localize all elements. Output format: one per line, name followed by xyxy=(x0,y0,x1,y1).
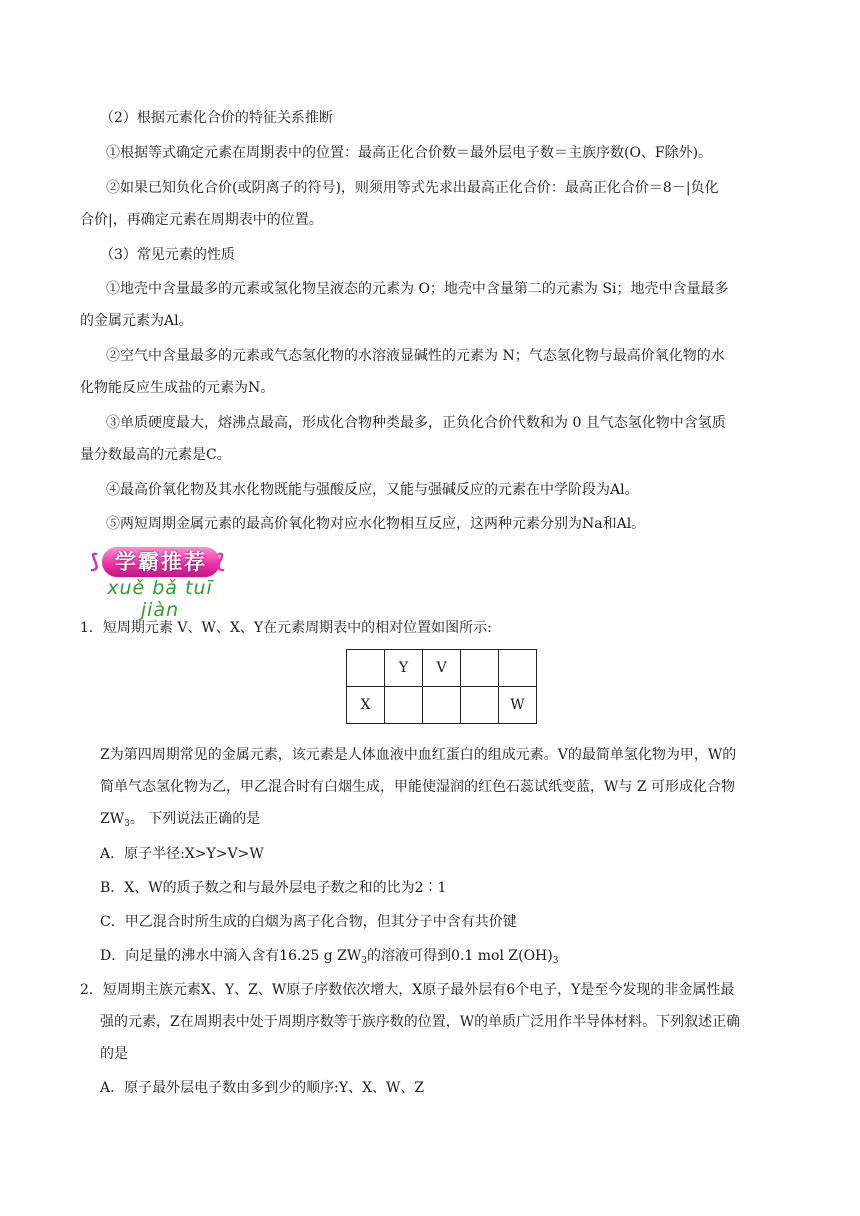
section3-item1-line2: 的金属元素为Al。 xyxy=(80,313,193,329)
q2-line1: 2．短周期主族元素X、Y、Z、W原子序数依次增大，X原子最外层有6个电子，Y是至今发现的非金属性最 xyxy=(80,982,735,998)
section3-item1-line1: ①地壳中含量最多的元素或氢化物呈液态的元素为 O；地壳中含量第二的元素为 Si；地壳中含量最多 xyxy=(106,281,729,297)
q2-line3: 的是 xyxy=(100,1046,128,1062)
table-cell xyxy=(461,650,499,687)
q1-option-a: A．原子半径:X>Y>V>W xyxy=(100,846,264,862)
table-cell xyxy=(499,650,537,687)
table-cell: W xyxy=(499,687,537,724)
q1-desc-line1: Z为第四周期常见的金属元素，该元素是人体血液中血红蛋白的组成元素。V的最简单氢化物为甲，W的 xyxy=(100,747,737,763)
q1-option-d-mid: 的溶液可得到0.1 mol Z(OH) xyxy=(367,948,553,964)
q1-question-text: 。 下列说法正确的是 xyxy=(129,811,261,827)
table-cell xyxy=(461,687,499,724)
section2-item2-line2: 合价|，再确定元素在周期表中的位置。 xyxy=(80,212,323,228)
badge-pinyin: xuě bǎ tuī jiàn xyxy=(107,577,213,621)
section3-item4: ④最高价氧化物及其水化物既能与强酸反应，又能与强碱反应的元素在中学阶段为Al。 xyxy=(106,482,639,498)
table-cell: Y xyxy=(385,650,423,687)
right-curl-icon: ⟅ xyxy=(216,549,226,573)
recommendation-badge xyxy=(88,545,230,621)
q1-formula: ZW xyxy=(100,811,125,827)
q1-desc-line2: 简单气态氢化物为乙，甲乙混合时有白烟生成，甲能使湿润的红色石蕊试纸变蓝，W与 Z 可形成化合物 xyxy=(100,779,736,795)
q2-line2: 强的元素，Z在周期表中处于周期序数等于族序数的位置，W的单质广泛用作半导体材料。下列叙述正确 xyxy=(100,1014,741,1030)
section3-item2-line2: 化物能反应生成盐的元素为N。 xyxy=(80,380,275,396)
q1-formula-sub: 3 xyxy=(124,819,130,829)
section3-heading: （3）常见元素的性质 xyxy=(100,247,235,263)
section2-item1: ①根据等式确定元素在周期表中的位置：最高正化合价数＝最外层电子数＝主族序数(O、F除外)。 xyxy=(106,145,713,161)
table-cell: X xyxy=(347,687,385,724)
q1-desc-line3 xyxy=(100,809,260,829)
q1-option-d xyxy=(100,946,558,966)
periodic-table-grid xyxy=(346,649,537,724)
q1-option-c: C．甲乙混合时所生成的白烟为离子化合物，但其分子中含有共价键 xyxy=(100,914,517,930)
section2-heading: （2）根据元素化合价的特征关系推断 xyxy=(100,110,333,126)
table-cell xyxy=(347,650,385,687)
q2-option-a: A．原子最外层电子数由多到少的顺序:Y、X、W、Z xyxy=(100,1080,425,1096)
q1-option-b: B．X、W的质子数之和与最外层电子数之和的比为2∶1 xyxy=(100,880,447,896)
section3-item3-line1: ③单质硬度最大，熔沸点最高，形成化合物种类最多，正负化合价代数和为 0 且气态氢化物中含氢质 xyxy=(106,415,726,431)
section3-item3-line2: 量分数最高的元素是C。 xyxy=(80,447,231,463)
section3-item2-line1: ②空气中含量最多的元素或气态氢化物的水溶液显碱性的元素为 N；气态氢化物与最高价氧化物的水 xyxy=(106,348,725,364)
q1-option-d-sub1: 3 xyxy=(361,956,368,966)
q1-option-d-pre: D．向足量的沸水中滴入含有16.25 g ZW xyxy=(100,948,362,964)
section2-item2-line1: ②如果已知负化合价(或阴离子的符号)，则须用等式先求出最高正化合价：最高正化合价＝8－|负化 xyxy=(106,180,719,196)
table-row xyxy=(347,650,537,687)
table-cell: V xyxy=(423,650,461,687)
left-curl-icon: ⟆ xyxy=(90,549,100,573)
table-row xyxy=(347,687,537,724)
q1-option-d-sub2: 3 xyxy=(552,956,559,966)
section3-item5: ⑤两短周期金属元素的最高价氧化物对应水化物相互反应，这两种元素分别为Na和Al。 xyxy=(106,516,646,532)
badge-title: 学霸推荐 xyxy=(102,547,220,577)
table-cell xyxy=(423,687,461,724)
table-cell xyxy=(385,687,423,724)
q1-stem: 1．短周期元素 V、W、X、Y在元素周期表中的相对位置如图所示: xyxy=(80,620,492,636)
